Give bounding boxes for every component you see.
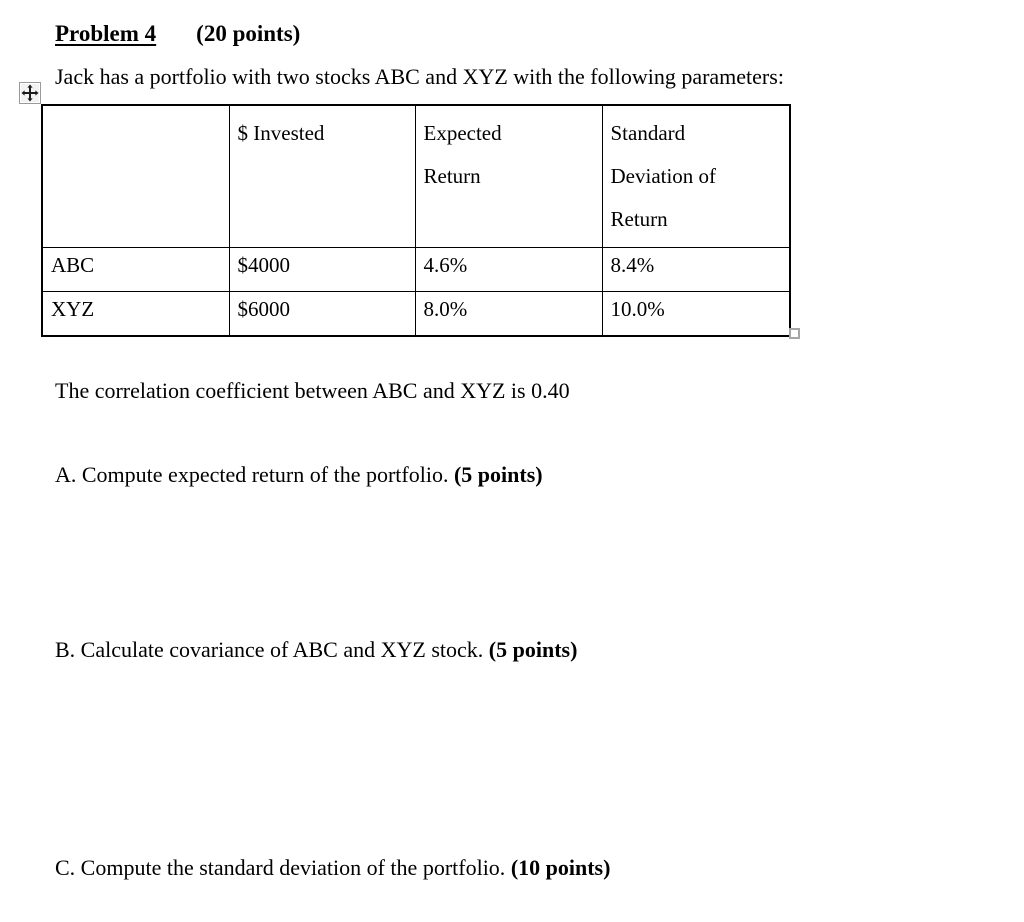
intro-paragraph: Jack has a portfolio with two stocks ABC and XYZ with the following parameters: <box>55 64 784 89</box>
header-invested-line1: $ Invested <box>237 121 325 145</box>
cell-std-dev: 8.4% <box>602 248 790 292</box>
question-a-text: A. Compute expected return of the portfolio. <box>55 462 454 487</box>
table-row <box>42 248 790 292</box>
question-b-points: (5 points) <box>488 637 578 662</box>
header-cell-invested <box>229 105 415 248</box>
table-resize-handle[interactable] <box>789 328 800 339</box>
cell-std-dev: 10.0% <box>602 292 790 337</box>
cell-expected-return: 4.6% <box>415 248 602 292</box>
question-c-points: (10 points) <box>510 855 611 880</box>
cell-stock-name: XYZ <box>42 292 229 337</box>
header-stddev-line1: Standard <box>610 121 686 145</box>
question-a-points: (5 points) <box>453 462 543 487</box>
cell-invested: $4000 <box>229 248 415 292</box>
parameters-table-wrapper <box>41 104 789 337</box>
table-header-row <box>42 105 790 248</box>
problem-points: (20 points) <box>196 21 301 46</box>
header-expected-line1: Expected <box>423 121 502 145</box>
header-stddev-line3: Return <box>610 207 668 231</box>
header-cell-blank <box>42 105 229 248</box>
move-cross-icon <box>20 83 40 103</box>
header-expected-line2: Return <box>423 164 481 188</box>
cell-expected-return: 8.0% <box>415 292 602 337</box>
cell-stock-name: ABC <box>42 248 229 292</box>
header-cell-expected-return <box>415 105 602 248</box>
question-c-text: C. Compute the standard deviation of the portfolio. <box>55 855 511 880</box>
table-move-handle[interactable] <box>19 82 41 104</box>
table-row <box>42 292 790 337</box>
parameters-table <box>41 104 791 337</box>
question-b <box>55 637 577 663</box>
header-stddev-line2: Deviation of <box>610 164 717 188</box>
correlation-paragraph: The correlation coefficient between ABC and XYZ is 0.40 <box>55 378 570 403</box>
header-cell-std-dev <box>602 105 790 248</box>
question-c <box>55 855 610 881</box>
page-title <box>55 21 300 47</box>
question-b-text: B. Calculate covariance of ABC and XYZ stock. <box>55 637 489 662</box>
cell-invested: $6000 <box>229 292 415 337</box>
question-a <box>55 462 543 488</box>
problem-title: Problem 4 <box>55 21 157 46</box>
